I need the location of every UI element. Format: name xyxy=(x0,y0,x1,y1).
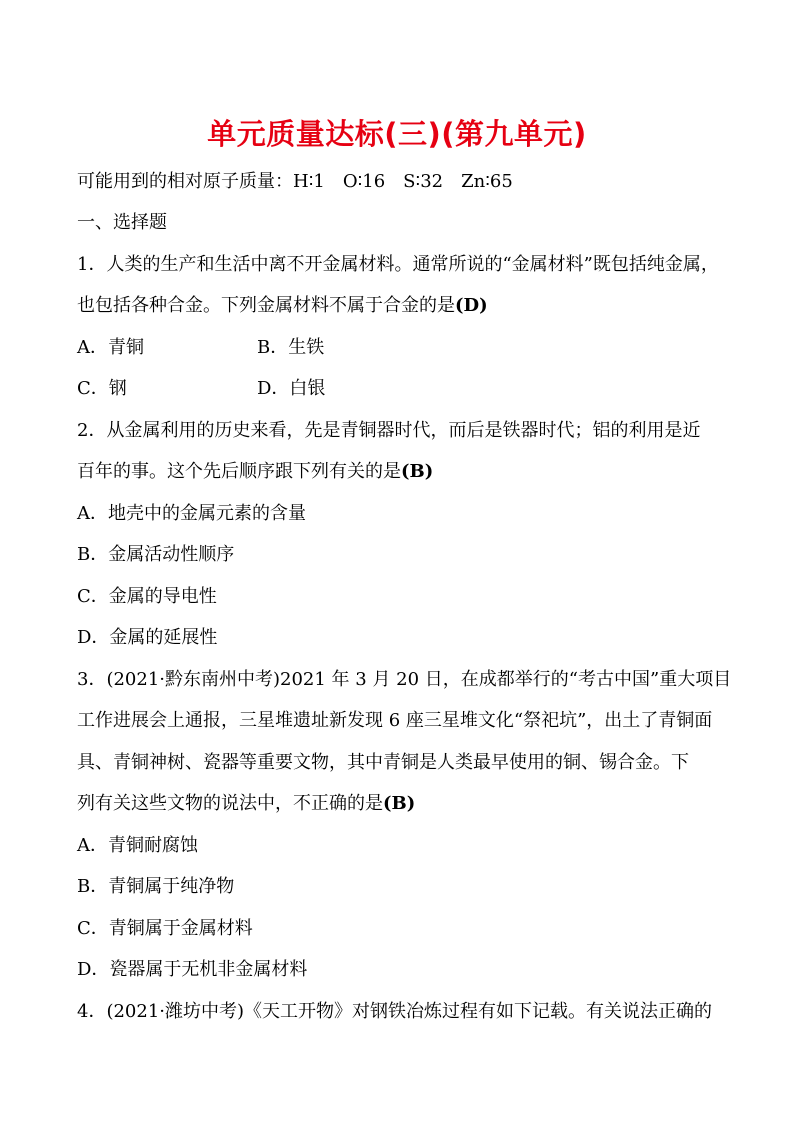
q3-option-c: C．青铜属于金属材料 xyxy=(77,918,253,939)
q2-answer: (B) xyxy=(401,461,434,482)
q1-answer: (D) xyxy=(455,295,488,316)
q2-stem-line1: 2．从金属利用的历史来看，先是青铜器时代，而后是铁器时代；铝的利用是近 xyxy=(77,420,701,441)
q1-stem-line1: 1．人类的生产和生活中离不开金属材料。通常所说的“金属材料”既包括纯金属， xyxy=(77,254,719,275)
q2-option-c: C．金属的导电性 xyxy=(77,586,217,607)
q3-stem-line2: 工作进展会上通报，三星堆遗址新发现 6 座三星堆文化“祭祀坑”，出土了青铜面 xyxy=(77,710,713,731)
atomic-mass-note: 可能用到的相对原子质量：H∶1 O∶16 S∶32 Zn∶65 xyxy=(77,171,513,192)
q3-option-b: B．青铜属于纯净物 xyxy=(77,876,235,897)
q2-stem-line2 xyxy=(77,460,433,484)
page-title: 单元质量达标(三)(第九单元) xyxy=(207,117,587,151)
section-heading: 一、选择题 xyxy=(77,212,167,233)
q3-stem-line3: 具、青铜神树、瓷器等重要文物，其中青铜是人类最早使用的铜、锡合金。下 xyxy=(77,752,689,773)
q2-option-a: A．地壳中的金属元素的含量 xyxy=(77,503,306,524)
q4-stem-line1: 4．(2021·潍坊中考)《天工开物》对钢铁冶炼过程有如下记载。有关说法正确的 xyxy=(77,1001,713,1022)
q3-stem-line4 xyxy=(77,792,415,816)
q3-option-a: A．青铜耐腐蚀 xyxy=(77,835,198,856)
q2-stem-text: 百年的事。这个先后顺序跟下列有关的是 xyxy=(77,461,401,482)
q3-answer: (B) xyxy=(383,793,416,814)
q3-stem-text: 列有关这些文物的说法中，不正确的是 xyxy=(77,793,383,814)
q3-stem-line1: 3．(2021·黔东南州中考)2021 年 3 月 20 日，在成都举行的“考古中国”重大项目 xyxy=(77,669,732,690)
q1-stem-text: 也包括各种合金。下列金属材料不属于合金的是 xyxy=(77,295,455,316)
q3-option-d: D．瓷器属于无机非金属材料 xyxy=(77,959,308,980)
q1-stem-line2 xyxy=(77,294,488,318)
q2-option-b: B．金属活动性顺序 xyxy=(77,544,235,565)
q1-option-a: A．青铜 xyxy=(77,337,144,358)
q1-option-c: C．钢 xyxy=(77,378,127,399)
q1-option-d: D．白银 xyxy=(257,378,326,399)
q2-option-d: D．金属的延展性 xyxy=(77,627,218,648)
q1-option-b: B．生铁 xyxy=(257,337,325,358)
